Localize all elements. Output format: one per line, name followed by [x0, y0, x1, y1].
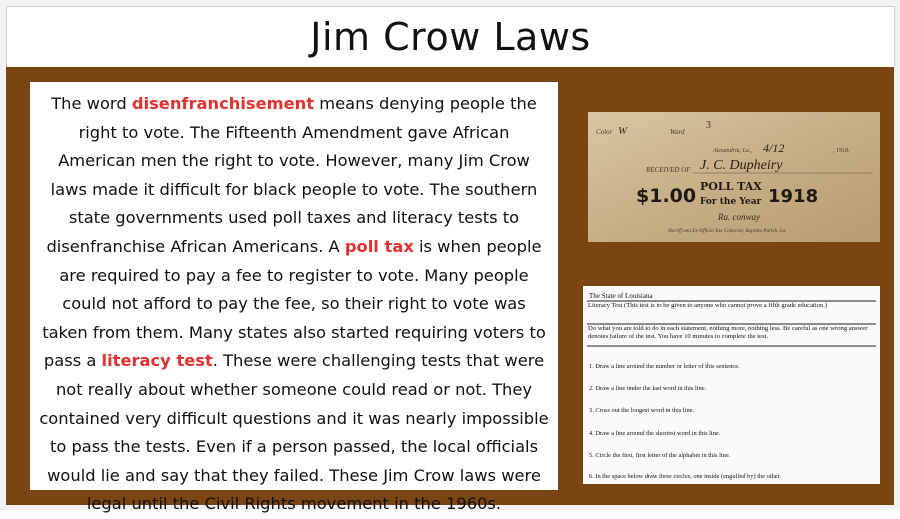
test-state: The State of Louisiana [589, 292, 653, 300]
receipt-color-value: W [618, 125, 628, 137]
receipt-signature: Ra. conway [718, 212, 760, 222]
body-text [30, 82, 558, 514]
term-literacy-test: literacy test [101, 351, 213, 371]
receipt-footer: Sheriff and Ex-Officio Tax Collector, Rapides Parish, La. [668, 228, 787, 234]
receipt-for-the-year: For the Year [700, 197, 762, 207]
literacy-test-drawing [583, 286, 880, 484]
receipt-amount: $1.00 [636, 185, 697, 207]
text-segment: . These were challenging tests that were not really about whether someone could read or not. They contained very difficult questions and it was nearly impossible to pass the tests. Even if a person passed, the local officials would lie and say that they failed. These Jim Crow laws were legal until the Civil Rights movement in the 1960s. [39, 351, 549, 514]
test-item: 5. Circle the first, first letter of the alphabet in this line. [589, 452, 731, 459]
receipt-date: 4/12 [763, 141, 785, 155]
text-segment: The word [51, 94, 132, 113]
test-item: 4. Draw a line around the shortest word in this line. [589, 430, 721, 437]
test-item: 2. Draw a line under the last word in this line. [589, 385, 707, 392]
test-instructions-box [588, 325, 876, 349]
poll-tax-receipt-image [588, 112, 880, 242]
receipt-poll-tax: POLL TAX [700, 180, 762, 193]
receipt-year-suffix: , 1918. [833, 148, 850, 154]
term-poll-tax: poll tax [344, 236, 414, 256]
receipt-color-label: Color [596, 128, 613, 136]
test-heading-box [588, 302, 876, 326]
receipt-year: 1918 [768, 186, 819, 207]
title-bar [6, 6, 895, 67]
text-segment: means denying people the right to vote. The Fifteenth Amendment gave African American men the right to vote. However, many Jim Crow laws made it difficult for black people to vote. The southern state governments used poll taxes and literacy tests to disenfranchise African Americans. A [46, 94, 538, 256]
test-instructions: Do what you are told to do in each statement, nothing more, nothing less. Be careful as one wrong answer denotes failure of the test. You have 10 minutes to complete the test. [588, 325, 868, 340]
receipt-received-of: RECEIVED OF [646, 166, 691, 174]
receipt-ward-value: 3 [706, 120, 711, 131]
receipt-ward-label: Ward [670, 128, 685, 136]
test-item: 1. Draw a line around the number or letter of this sentence. [589, 363, 740, 370]
receipt-drawing [588, 112, 880, 242]
receipt-place: Alexandria, La., [713, 148, 752, 154]
text-segment: is when people are required to pay a fee to register to vote. Many people could not afford to pay the fee, so their right to vote was taken from them. Many states also started requiring voters to pass a [42, 236, 546, 371]
term-disenfranchisement: disenfranchisement [131, 94, 315, 113]
slide-title: Jim Crow Laws [310, 15, 591, 59]
literacy-test-image [583, 286, 880, 484]
test-item: 6. In the space below draw three circles, one inside (engulfed by) the other. [589, 473, 782, 480]
receipt-paper [588, 112, 880, 242]
test-heading: Literacy Test (This test is to be given to anyone who cannot prove a fifth grade education.) [588, 302, 828, 309]
receipt-name: J. C. Dupheiry [700, 158, 783, 173]
test-item: 3. Cross out the longest word in this line. [589, 407, 695, 414]
